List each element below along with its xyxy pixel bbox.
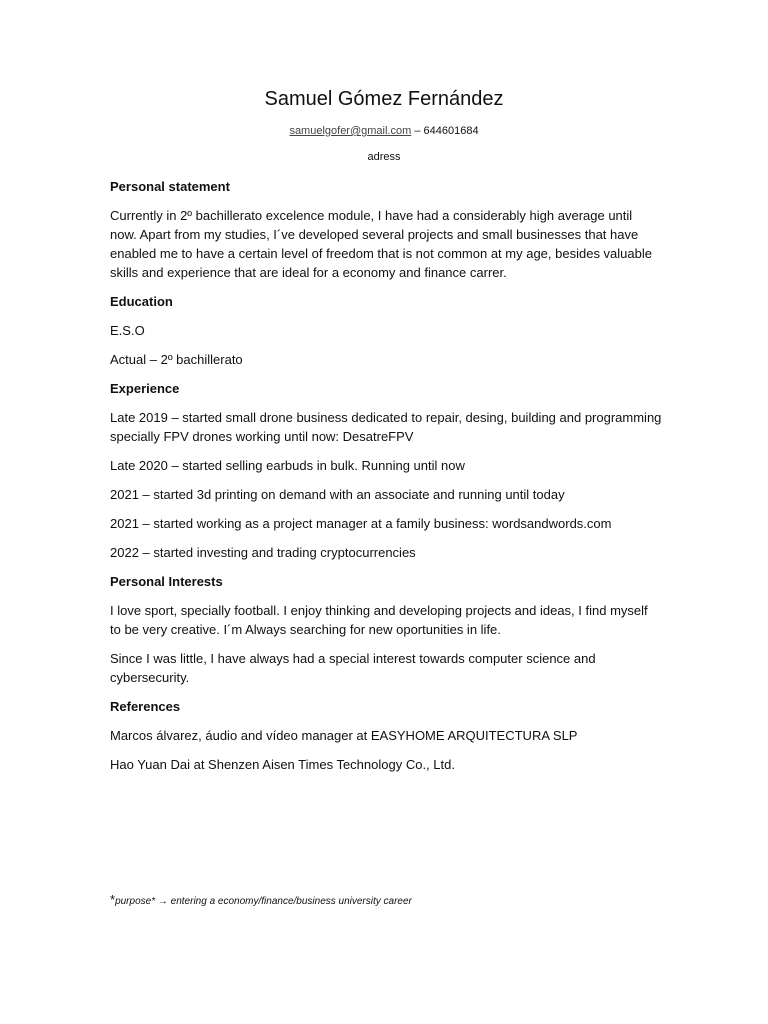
footnote-star: * [110, 892, 116, 907]
experience-item: 2021 – started 3d printing on demand with an associate and running until today [110, 487, 565, 502]
interest-item: I love sport, specially football. I enjoy thinking and developing projects and ideas, I find myself to be very creative. I´m Always searching for new oportunities in life. [110, 603, 648, 637]
section-title-references: References [110, 699, 181, 714]
section-title-education: Education [110, 294, 173, 309]
email-link[interactable]: samuelgofer@gmail.com [289, 125, 412, 137]
resume-name: Samuel Gómez Fernández [264, 88, 504, 110]
interest-item: Since I was little, I have always had a special interest towards computer science and cybersecurity. [110, 651, 596, 685]
education-item: Actual – 2º bachillerato [110, 352, 243, 367]
phone-number: 644601684 [423, 125, 479, 137]
footnote-text: purpose* → entering a economy/finance/business university career [115, 896, 412, 907]
section-title-interests: Personal Interests [110, 574, 223, 589]
footnote [110, 892, 412, 907]
education-item: E.S.O [110, 323, 145, 338]
address-line: adress [367, 151, 401, 163]
section-title-personal-statement: Personal statement [110, 179, 230, 194]
experience-item: 2022 – started investing and trading cryptocurrencies [110, 545, 416, 560]
section-title-experience: Experience [110, 381, 180, 396]
experience-item: 2021 – started working as a project manager at a family business: wordsandwords.com [110, 516, 612, 531]
resume-body [110, 177, 662, 784]
personal-statement-text: Currently in 2º bachillerato excelence module, I have had a considerably high average until now. Apart from my studies, I´ve developed several projects and small businesses that have enabled me to have a certain level of freedom that is not common at my age, besides valuable skills and experience that are ideal for a economy and finance carrer. [110, 208, 652, 280]
experience-item: Late 2020 – started selling earbuds in bulk. Running until now [110, 458, 465, 473]
contact-separator: – [411, 125, 424, 137]
reference-item: Marcos álvarez, áudio and vídeo manager at EASYHOME ARQUITECTURA SLP [110, 728, 578, 743]
experience-item: Late 2019 – started small drone business dedicated to repair, desing, building and programming specially FPV drones working until now: DesatreFPV [110, 410, 662, 444]
contact-line [0, 125, 768, 137]
reference-item: Hao Yuan Dai at Shenzen Aisen Times Technology Co., Ltd. [110, 757, 455, 772]
